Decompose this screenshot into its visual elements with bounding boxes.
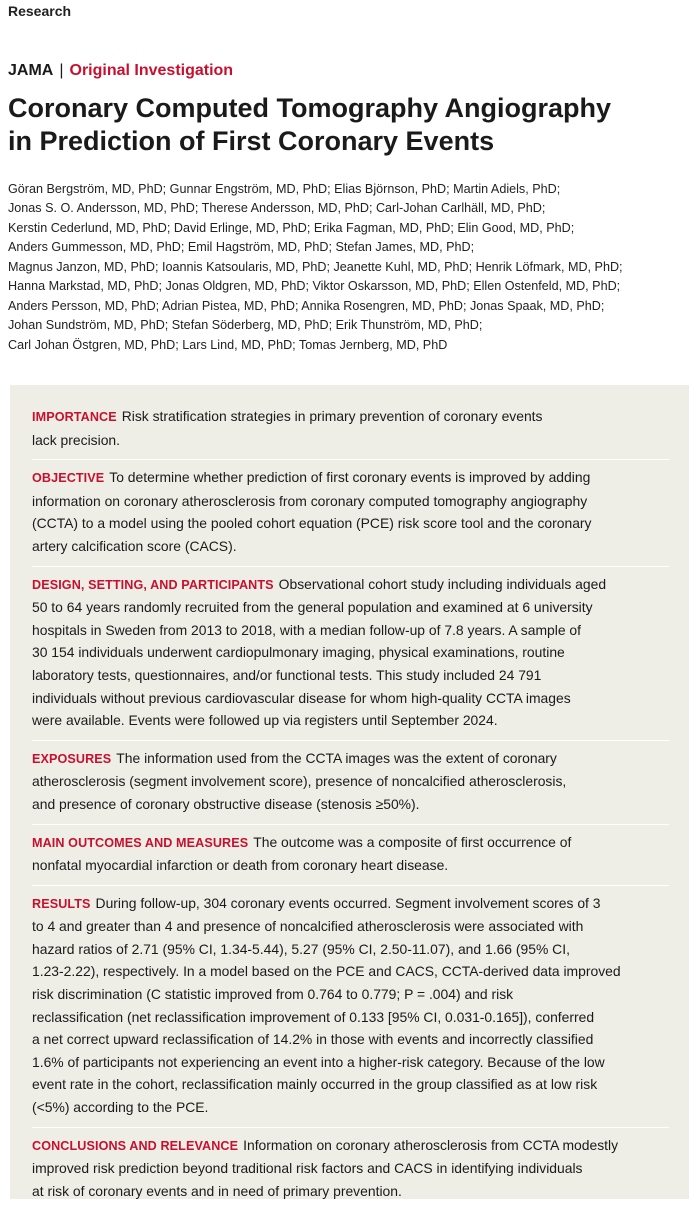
abstract-exposures bbox=[32, 741, 669, 825]
abstract-line: 1.6% of participants not experiencing an event into a higher-risk category. Because of the low bbox=[32, 1053, 605, 1070]
article-type: Original Investigation bbox=[69, 62, 234, 79]
abstract-line bbox=[32, 831, 669, 855]
abstract-text: During follow-up, 304 coronary events occurred. Segment involvement scores of 3 bbox=[95, 894, 601, 911]
abstract-line: (CCTA) to a model using the pooled cohort equation (PCE) risk score tool and the coronary bbox=[32, 515, 592, 532]
abstract-line: risk discrimination (C statistic improved from 0.764 to 0.779; P = .004) and risk bbox=[32, 986, 514, 1003]
abstract-line: hospitals in Sweden from 2013 to 2018, with a median follow-up of 7.8 years. A sample of bbox=[32, 621, 581, 638]
abstract-line: event rate in the cohort, reclassification mainly occurred in the group classified as at low risk bbox=[32, 1076, 598, 1093]
journal-separator: | bbox=[59, 62, 64, 79]
abstract-text: The outcome was a composite of first occurrence of bbox=[253, 833, 572, 850]
abstract-line: atherosclerosis (segment involvement score), presence of noncalcified atherosclerosis, bbox=[32, 773, 567, 790]
abstract-line: improved risk prediction beyond traditional risk factors and CACS in identifying individuals bbox=[32, 1160, 583, 1177]
author-list bbox=[8, 180, 693, 355]
title-line: Coronary Computed Tomography Angiography bbox=[8, 93, 612, 123]
abstract-text: The information used from the CCTA images was the extent of coronary bbox=[116, 749, 557, 766]
section-heading: MAIN OUTCOMES AND MEASURES bbox=[32, 835, 249, 850]
abstract-importance bbox=[32, 399, 669, 460]
abstract-line bbox=[32, 466, 669, 490]
abstract-objective bbox=[32, 460, 669, 566]
section-heading: CONCLUSIONS AND RELEVANCE bbox=[32, 1138, 239, 1153]
section-heading: RESULTS bbox=[32, 896, 91, 911]
journal-line bbox=[8, 62, 233, 80]
abstract-conclusions bbox=[32, 1128, 669, 1210]
section-heading: OBJECTIVE bbox=[32, 471, 105, 486]
abstract-line: information on coronary atherosclerosis from coronary computed tomography angiography bbox=[32, 492, 588, 509]
abstract-line: 30 154 individuals underwent cardiopulmonary imaging, physical examinations, routine bbox=[32, 644, 565, 661]
abstract-line bbox=[32, 1134, 669, 1158]
abstract-line bbox=[32, 405, 669, 429]
abstract-line: and presence of coronary obstructive disease (stenosis ≥50%). bbox=[32, 795, 420, 812]
section-label: Research bbox=[8, 3, 72, 19]
abstract-box bbox=[10, 385, 689, 1199]
journal-name: JAMA bbox=[8, 62, 54, 79]
section-heading: IMPORTANCE bbox=[32, 410, 117, 424]
abstract-text: Observational cohort study including individuals aged bbox=[278, 575, 607, 592]
abstract-line: lack precision. bbox=[32, 431, 121, 448]
author-line: Anders Persson, MD, PhD; Adrian Pistea, MD, PhD; Annika Rosengren, MD, PhD; Jonas Spaak, MD, PhD; bbox=[8, 298, 605, 313]
author-line: Kerstin Cederlund, MD, PhD; David Erlinge, MD, PhD; Erika Fagman, MD, PhD; Elin Good, MD, PhD; bbox=[8, 220, 575, 235]
section-heading: EXPOSURES bbox=[32, 751, 112, 766]
abstract-line: hazard ratios of 2.71 (95% CI, 1.34-5.44), 5.27 (95% CI, 2.50-11.07), and 1.66 (95% CI, bbox=[32, 940, 570, 957]
abstract-text: To determine whether prediction of first coronary events is improved by adding bbox=[109, 469, 591, 486]
abstract-line: 1.23-2.22), respectively. In a model based on the PCE and CACS, CCTA-derived data improved bbox=[32, 963, 621, 980]
abstract-line bbox=[32, 573, 669, 597]
abstract-text: Information on coronary atherosclerosis from CCTA modestly bbox=[243, 1136, 619, 1153]
abstract-line: reclassification (net reclassification improvement of 0.133 [95% CI, 0.031-0.165]), conferred bbox=[32, 1008, 595, 1025]
author-line: Carl Johan Östgren, MD, PhD; Lars Lind, MD, PhD; Tomas Jernberg, MD, PhD bbox=[8, 337, 448, 352]
abstract-line bbox=[32, 747, 669, 771]
abstract-line: were available. Events were followed up via registers until September 2024. bbox=[32, 712, 498, 729]
abstract-design bbox=[32, 567, 669, 741]
abstract-results bbox=[32, 886, 669, 1128]
author-line: Magnus Janzon, MD, PhD; Ioannis Katsoularis, MD, PhD; Jeanette Kuhl, MD, PhD; Henrik Löfmark, MD, PhD; bbox=[8, 259, 623, 274]
abstract-line: to 4 and greater than 4 and presence of noncalcified atherosclerosis were associated with bbox=[32, 918, 584, 935]
author-line: Anders Gummesson, MD, PhD; Emil Hagström, MD, PhD; Stefan James, MD, PhD; bbox=[8, 240, 475, 255]
abstract-line: a net correct upward reclassification of 14.2% in those with events and incorrectly classified bbox=[32, 1031, 594, 1048]
abstract-line: artery calcification score (CACS). bbox=[32, 537, 237, 554]
abstract-outcomes bbox=[32, 825, 669, 886]
abstract-line bbox=[32, 892, 669, 916]
abstract-line: individuals without previous cardiovascular disease for whom high-quality CCTA images bbox=[32, 689, 571, 706]
section-heading: DESIGN, SETTING, AND PARTICIPANTS bbox=[32, 577, 274, 592]
abstract-line: (<5%) according to the PCE. bbox=[32, 1099, 209, 1116]
abstract-line: at risk of coronary events and in need of primary prevention. bbox=[32, 1182, 402, 1199]
author-line: Hanna Markstad, MD, PhD; Jonas Oldgren, MD, PhD; Viktor Oskarsson, MD, PhD; Ellen Ostenfeld, MD, PhD; bbox=[8, 279, 621, 294]
abstract-line: nonfatal myocardial infarction or death from coronary heart disease. bbox=[32, 857, 449, 874]
author-line: Johan Sundström, MD, PhD; Stefan Söderberg, MD, PhD; Erik Thunström, MD, PhD; bbox=[8, 318, 483, 333]
abstract-text: Risk stratification strategies in primary prevention of coronary events bbox=[121, 408, 543, 424]
abstract-line: laboratory tests, questionnaires, and/or functional tests. This study included 24 791 bbox=[32, 666, 542, 683]
author-line: Jonas S. O. Andersson, MD, PhD; Therese Andersson, MD, PhD; Carl-Johan Carlhäll, MD, PhD; bbox=[8, 201, 546, 216]
author-line: Göran Bergström, MD, PhD; Gunnar Engström, MD, PhD; Elias Björnson, PhD; Martin Adiels, PhD; bbox=[8, 182, 561, 196]
title-line: in Prediction of First Coronary Events bbox=[8, 126, 495, 156]
article-title bbox=[8, 92, 688, 158]
abstract-line: 50 to 64 years randomly recruited from the general population and examined at 6 university bbox=[32, 599, 593, 616]
